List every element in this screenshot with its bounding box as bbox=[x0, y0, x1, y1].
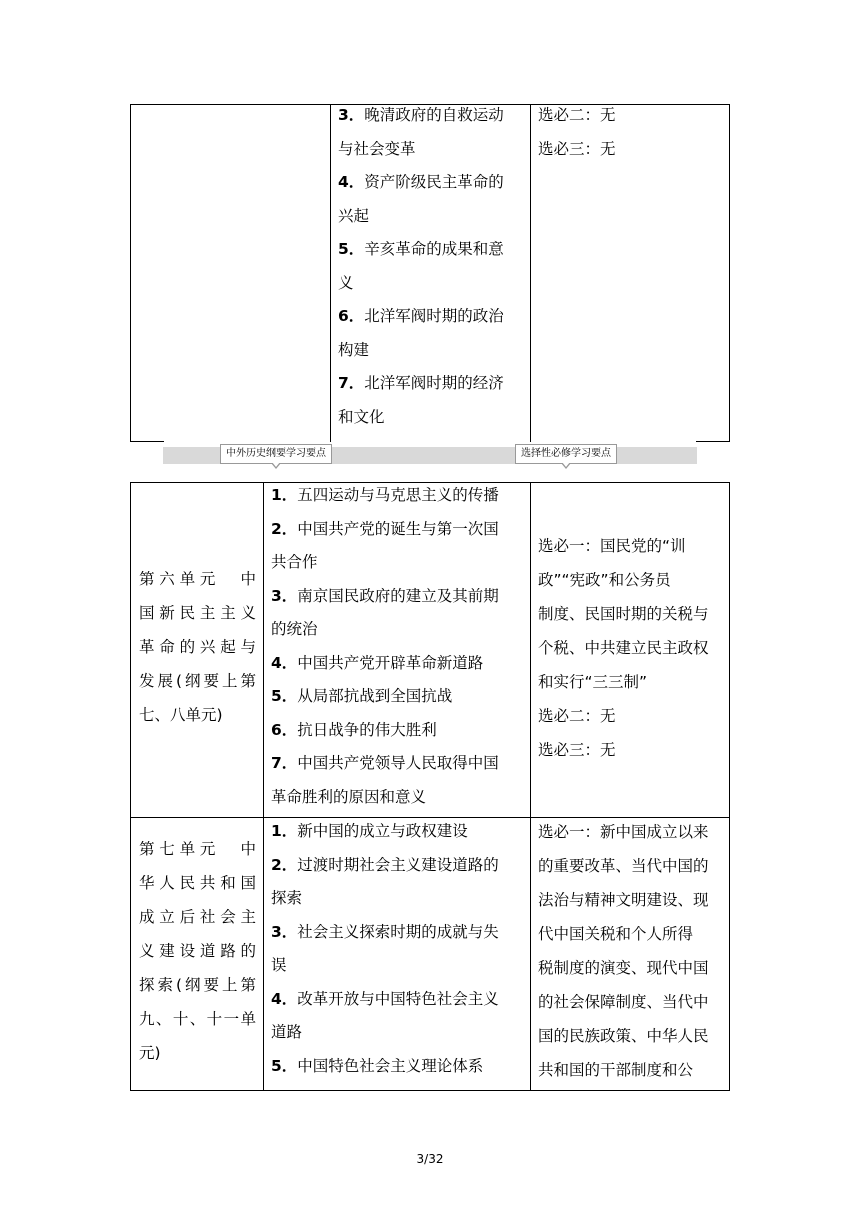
point-number: 5． bbox=[271, 687, 298, 705]
point-line bbox=[338, 367, 504, 401]
point-line bbox=[271, 647, 499, 681]
point-number: 3． bbox=[271, 922, 298, 941]
point-number: 5． bbox=[338, 240, 365, 258]
elective-line: 选必二：无 bbox=[538, 707, 616, 725]
point-number: 2． bbox=[271, 855, 298, 874]
point-text: 北洋军阀时期的政治 bbox=[364, 307, 504, 325]
point-text: 与社会变革 bbox=[338, 139, 416, 158]
unit-line: 第六单元 中 bbox=[139, 570, 256, 588]
elective-line: 的社会保障制度、当代中 bbox=[538, 993, 709, 1011]
elective-line: 和实行“三三制” bbox=[538, 673, 648, 691]
point-text: 新中国的成立与政权建设 bbox=[297, 822, 468, 840]
point-line bbox=[271, 479, 499, 513]
point-line bbox=[271, 1016, 499, 1050]
point-text: 北洋军阀时期的经济 bbox=[364, 374, 504, 392]
point-line bbox=[271, 1050, 499, 1084]
outline-tab-text: 中外历史纲要学习要点 bbox=[226, 448, 326, 459]
elective-line: 选必二：无 bbox=[538, 106, 616, 124]
page-number: 3/32 bbox=[416, 1152, 444, 1166]
unit-6-title bbox=[139, 562, 256, 732]
elective-line: 选必一：新中国成立以来 bbox=[538, 823, 709, 841]
elective-line: 的重要改革、当代中国的 bbox=[538, 857, 709, 875]
point-line bbox=[271, 949, 499, 983]
point-text: 革命胜利的原因和意义 bbox=[271, 787, 427, 806]
unit-line: 革命的兴起与 bbox=[139, 638, 256, 656]
point-line bbox=[271, 546, 499, 580]
point-text: 社会主义探索时期的成就与失 bbox=[297, 922, 499, 941]
point-line bbox=[271, 513, 499, 547]
elective-line: 税制度的演变、现代中国 bbox=[538, 959, 709, 977]
point-text: 资产阶级民主革命的 bbox=[364, 173, 504, 191]
unit-line: 成立后社会主 bbox=[139, 908, 256, 926]
unit-line: 发展(纲要上第 bbox=[139, 672, 256, 690]
elective-line: 选必一：国民党的“训 bbox=[538, 537, 686, 555]
point-line bbox=[271, 580, 499, 614]
point-line bbox=[271, 781, 499, 815]
point-text: 抗日战争的伟大胜利 bbox=[297, 720, 437, 739]
point-number: 2． bbox=[271, 519, 298, 538]
point-line bbox=[338, 267, 504, 301]
point-number: 7． bbox=[338, 374, 365, 392]
point-text: 探索 bbox=[271, 889, 303, 907]
point-line bbox=[271, 849, 499, 883]
point-text: 改革开放与中国特色社会主义 bbox=[297, 989, 499, 1008]
point-text: 中国共产党开辟革命新道路 bbox=[297, 653, 484, 672]
point-text: 晚清政府的自救运动 bbox=[364, 106, 504, 124]
point-text: 误 bbox=[271, 956, 287, 974]
point-text: 南京国民政府的建立及其前期 bbox=[297, 586, 499, 605]
point-number: 3． bbox=[271, 586, 298, 605]
point-text: 辛亥革命的成果和意 bbox=[364, 240, 504, 258]
point-text: 五四运动与马克思主义的传播 bbox=[297, 486, 499, 504]
unit-7-elective bbox=[538, 815, 709, 1087]
point-text: 的统治 bbox=[271, 620, 318, 638]
unit-line: 国新民主主义 bbox=[139, 604, 256, 622]
unit-7-points bbox=[271, 815, 499, 1083]
point-line bbox=[271, 815, 499, 849]
elective-line: 选必三：无 bbox=[538, 139, 616, 158]
point-text: 中国特色社会主义理论体系 bbox=[297, 1056, 484, 1075]
point-number: 6． bbox=[338, 307, 365, 325]
point-number: 5． bbox=[271, 1056, 298, 1075]
elective-tab-text: 选择性必修学习要点 bbox=[521, 448, 611, 459]
point-text: 过渡时期社会主义建设道路的 bbox=[297, 855, 499, 874]
elective-line: 法治与精神文明建设、现 bbox=[538, 891, 709, 909]
point-number: 3． bbox=[338, 106, 365, 124]
point-text: 兴起 bbox=[338, 206, 370, 225]
point-number: 6． bbox=[271, 720, 298, 739]
elective-tab-label bbox=[515, 444, 617, 464]
point-line bbox=[271, 613, 499, 647]
point-line bbox=[338, 401, 504, 435]
elective-line: 选必三：无 bbox=[538, 741, 616, 759]
unit-line: 元) bbox=[139, 1044, 161, 1062]
top-points-cell bbox=[338, 99, 504, 434]
elective-line: 共和国的干部制度和公 bbox=[538, 1061, 694, 1079]
point-number: 7． bbox=[271, 754, 298, 772]
point-line bbox=[338, 133, 504, 167]
unit-line: 义建设道路的 bbox=[139, 942, 256, 960]
point-line bbox=[338, 166, 504, 200]
point-line bbox=[338, 99, 504, 133]
elective-line: 个税、中共建立民主政权 bbox=[538, 639, 709, 657]
point-text: 道路 bbox=[271, 1023, 303, 1041]
unit-6-elective bbox=[538, 529, 709, 767]
point-text: 义 bbox=[338, 273, 354, 292]
point-line bbox=[338, 334, 504, 368]
unit-7-title bbox=[139, 832, 256, 1070]
point-line bbox=[271, 680, 499, 714]
top-elective-cell bbox=[538, 99, 616, 166]
point-text: 共合作 bbox=[271, 553, 318, 571]
unit-line: 探索(纲要上第 bbox=[139, 976, 256, 994]
point-line bbox=[338, 300, 504, 334]
elective-line: 代中国关税和个人所得 bbox=[538, 925, 694, 943]
point-number: 4． bbox=[338, 173, 365, 191]
point-text: 中国共产党领导人民取得中国 bbox=[297, 754, 499, 772]
point-number: 4． bbox=[271, 653, 298, 672]
elective-line: 政”“宪政”和公务员 bbox=[538, 571, 671, 589]
point-line bbox=[271, 916, 499, 950]
point-number: 1． bbox=[271, 486, 298, 504]
point-text: 中国共产党的诞生与第一次国 bbox=[297, 519, 499, 538]
unit-line: 第七单元 中 bbox=[139, 840, 256, 858]
point-line bbox=[271, 747, 499, 781]
point-text: 和文化 bbox=[338, 407, 385, 426]
unit-6-points bbox=[271, 479, 499, 814]
outline-tab-label bbox=[220, 444, 332, 464]
point-line bbox=[338, 200, 504, 234]
point-text: 构建 bbox=[338, 340, 370, 359]
unit-line: 七、八单元) bbox=[139, 706, 223, 724]
unit-line: 华人民共和国 bbox=[139, 874, 256, 892]
point-text: 从局部抗战到全国抗战 bbox=[297, 687, 453, 705]
point-number: 1． bbox=[271, 822, 298, 840]
point-line bbox=[271, 714, 499, 748]
unit-line: 九、十、十一单 bbox=[139, 1010, 256, 1028]
point-line bbox=[338, 233, 504, 267]
elective-line: 国的民族政策、中华人民 bbox=[538, 1027, 709, 1045]
point-line bbox=[271, 882, 499, 916]
elective-line: 制度、民国时期的关税与 bbox=[538, 605, 709, 623]
point-line bbox=[271, 983, 499, 1017]
point-number: 4． bbox=[271, 989, 298, 1008]
